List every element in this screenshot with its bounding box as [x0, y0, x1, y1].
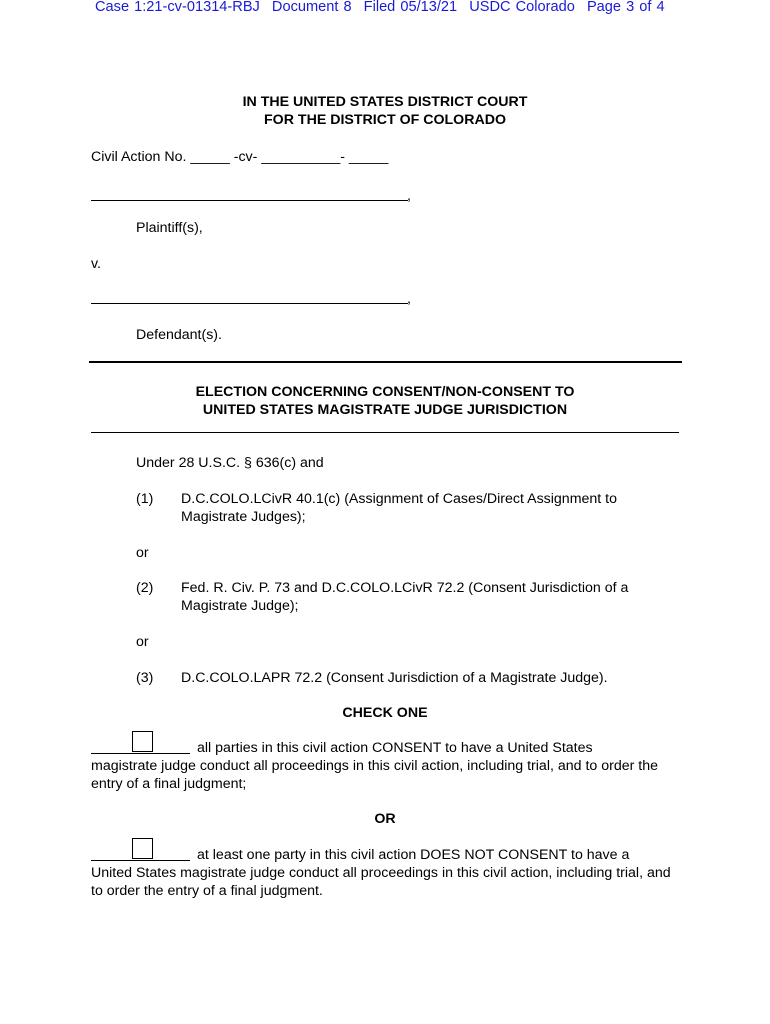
versus: v.: [91, 256, 101, 272]
statute-intro: Under 28 U.S.C. § 636(c) and: [136, 455, 324, 471]
item-text: D.C.COLO.LCivR 40.1(c) (Assignment of Cases/Direct Assignment to Magistrate Judges);: [181, 491, 618, 525]
consent-blank-line: [91, 753, 190, 754]
court-name: USDC Colorado: [469, 0, 575, 15]
consent-option-text: magistrate judge conduct all proceedings in this civil action, including trial, and to order the entry of a final judgment;: [91, 758, 659, 792]
election-title-line1: ELECTION CONCERNING CONSENT/NON-CONSENT TO: [195, 384, 575, 400]
item-number: (1): [136, 491, 154, 507]
or-separator: OR: [374, 811, 396, 827]
item-text: Fed. R. Civ. P. 73 and D.C.COLO.LCivR 72.2 (Consent Jurisdiction of a Magistrate Judge);: [181, 580, 629, 614]
plaintiff-signature-line: [91, 200, 408, 201]
item-number: (2): [136, 580, 154, 596]
document-number: Document 8: [271, 0, 352, 15]
filed-date: Filed 05/13/21: [363, 0, 458, 15]
plaintiff-label: Plaintiff(s),: [136, 220, 203, 236]
defendant-comma: ,: [407, 291, 411, 307]
nonconsent-option-first-line: at least one party in this civil action DOES NOT CONSENT to have a: [197, 847, 630, 863]
check-one-heading: CHECK ONE: [342, 705, 428, 721]
nonconsent-checkbox[interactable]: [132, 838, 153, 859]
court-title-line2: FOR THE DISTRICT OF COLORADO: [264, 112, 506, 128]
nonconsent-blank-line: [91, 860, 190, 861]
election-title-line2: UNITED STATES MAGISTRATE JUDGE JURISDICTION: [202, 402, 568, 418]
or-label: or: [136, 634, 149, 650]
case-number: Case 1:21-cv-01314-RBJ: [95, 0, 260, 15]
or-label: or: [136, 545, 149, 561]
consent-option-first-line: all parties in this civil action CONSENT to have a United States: [197, 740, 593, 756]
item-number: (3): [136, 670, 154, 686]
civil-action-number: Civil Action No. _____ -cv- __________- _____: [91, 149, 389, 165]
item-text: D.C.COLO.LAPR 72.2 (Consent Jurisdiction of a Magistrate Judge).: [181, 670, 608, 686]
page-indicator: Page 3 of 4: [586, 0, 665, 15]
nonconsent-option-text: United States magistrate judge conduct all proceedings in this civil action, including trial, and to order the entry of a final judgment.: [91, 865, 671, 899]
defendant-label: Defendant(s).: [136, 327, 222, 343]
court-title-line1: IN THE UNITED STATES DISTRICT COURT: [242, 94, 528, 110]
plaintiff-comma: ,: [407, 188, 411, 204]
caption-divider: [89, 361, 682, 363]
title-divider: [91, 432, 679, 433]
case-header: [95, 0, 672, 16]
defendant-signature-line: [91, 303, 408, 304]
consent-checkbox[interactable]: [132, 731, 153, 752]
